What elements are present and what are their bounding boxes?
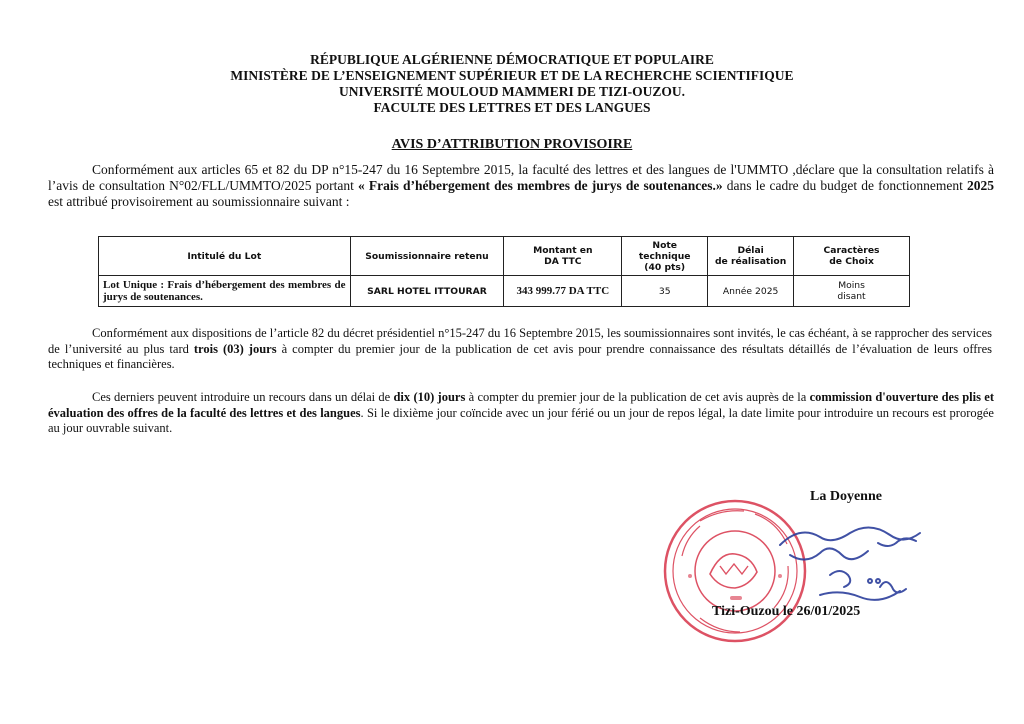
letterhead: [0, 52, 1024, 116]
consultation-text-a: Conformément aux dispositions de l’article 82 du décret présidentiel n°15-247 du 16 Septembre 2015, les soumissionnaires sont invités, le cas échéant, à se rapprocher des services de l’université au plus tard: [48, 326, 992, 356]
cell-bidder: SARL HOTEL ITTOURAR: [350, 276, 504, 307]
appeal-commission: commission d'ouverture des plis et évaluation des offres de la faculté des lettres et des langues: [48, 390, 994, 420]
notice-title: AVIS D’ATTRIBUTION PROVISOIRE: [391, 137, 633, 152]
header-bidder: Soumissionnaire retenu: [350, 237, 504, 276]
place-and-date: Tizi-Ouzou le 26/01/2025: [712, 604, 861, 619]
header-delay: Délai de réalisation: [708, 237, 794, 276]
intro-text-c: dans le cadre du budget de fonctionnement: [722, 178, 968, 193]
intro-year: 2025: [967, 178, 995, 193]
cell-score: 35: [622, 276, 708, 307]
consultation-text-c: à compter du premier jour de la publication de cet avis pour prendre connaissance des résultats détaillés de l’évaluation de leurs offres techniques et financières.: [48, 341, 993, 371]
cell-lot: Lot Unique : Frais d’hébergement des membres de jurys de soutenances.: [99, 276, 351, 307]
intro-text-a: Conformément aux articles 65 et 82 du DP n°15-247 du 16 Septembre 2015, la faculté des lettres et des langues de l'UMMTO ,déclare que la consultation relatifs à l’avis de consultation N°02/FLL/UMMTO/2025 portant: [48, 162, 994, 193]
header-lot: Intitulé du Lot: [99, 237, 351, 276]
letterhead-republic: RÉPUBLIQUE ALGÉRIENNE DÉMOCRATIQUE ET POPULAIRE: [310, 52, 714, 67]
appeal-text-c: à compter du premier jour de la publication de cet avis auprès de la: [465, 390, 810, 404]
award-table: [98, 236, 910, 307]
header-amount: Montant en DA TTC: [504, 237, 622, 276]
intro-paragraph: [48, 162, 994, 210]
table-row: [99, 276, 910, 307]
appeal-deadline: dix (10) jours: [393, 390, 466, 404]
signatory-role: La Doyenne: [810, 489, 882, 504]
cell-delay: Année 2025: [708, 276, 794, 307]
header-choice: Caractères de Choix: [794, 237, 910, 276]
consultation-deadline: trois (03) jours: [193, 341, 277, 356]
intro-text-e: est attribué provisoirement au soumissionnaire suivant :: [48, 194, 350, 209]
appeal-paragraph: [48, 390, 994, 437]
consultation-paragraph: [48, 326, 992, 373]
cell-amount: 343 999.77 DA TTC: [504, 276, 622, 307]
award-table-header-row: [99, 237, 910, 276]
header-score: Note technique (40 pts): [622, 237, 708, 276]
cell-choice: Moins disant: [794, 276, 910, 307]
appeal-text-a: Ces derniers peuvent introduire un recours dans un délai de: [92, 390, 394, 404]
letterhead-university: UNIVERSITÉ MOULOUD MAMMERI DE TIZI-OUZOU.: [339, 84, 685, 99]
appeal-text-e: . Si le dixième jour coïncide avec un jour férié ou un jour de repos légal, la date limite pour introduire un recours est prorogée au jour ouvrable suivant.: [48, 405, 994, 435]
letterhead-faculty: FACULTE DES LETTRES ET DES LANGUES: [373, 100, 651, 115]
letterhead-ministry: MINISTÈRE DE L’ENSEIGNEMENT SUPÉRIEUR ET DE LA RECHERCHE SCIENTIFIQUE: [230, 68, 794, 83]
intro-subject: « Frais d’hébergement des membres de jurys de soutenances.»: [358, 178, 723, 193]
